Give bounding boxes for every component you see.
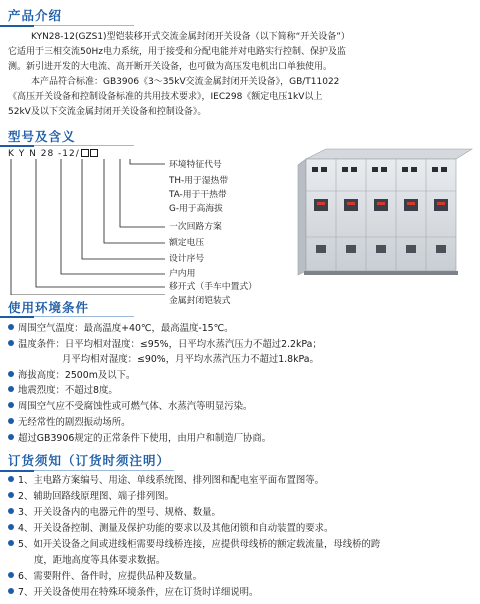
list-item: 4、开关设备控制、测量及保护功能的要求以及其他闭锁和自动装置的要求。 (8, 522, 333, 535)
list-item: 温度条件：日平均相对湿度：≤95%，日平均水蒸汽压力不超过2.2kPa； (8, 338, 322, 351)
bullet-icon (8, 524, 14, 530)
model-label: 金属封闭铠装式 (169, 296, 231, 306)
model-label: 额定电压 (169, 238, 205, 248)
intro-line: 52kV及以下交流金属封闭开关设备和控制设备》。 (8, 107, 207, 117)
list-item: 2、辅助回路线原理图、端子排列图。 (8, 490, 174, 503)
model-label: TA-用于干热带 (169, 190, 227, 200)
bullet-icon (8, 371, 14, 377)
list-item: 周围空气温度：最高温度+40℃，最高温度-15℃。 (8, 322, 234, 335)
bullet-icon (8, 476, 14, 482)
intro-line: 《高压开关设备和控制设备标准的共用技术要求》，IEC298《额定电压1kV以上 (8, 92, 323, 102)
order-rule-thin (34, 470, 174, 471)
bullet-icon (8, 324, 14, 330)
list-item: 5、如开关设备之间或进线柜需要母线桥连接，应提供母线桥的额定载流量，母线桥的跨 (8, 538, 380, 551)
bullet-icon (8, 588, 14, 594)
model-code-text: K Y N 28 -12/ (8, 149, 80, 159)
list-item: 6、需要附件、备件时，应提供品种及数量。 (8, 570, 202, 583)
list-item: 海拔高度：2500m及以下。 (8, 369, 135, 382)
bullet-icon (8, 508, 14, 514)
list-item: 无经常性的剧烈振动场所。 (8, 416, 131, 429)
list-item: 月平均相对湿度：≤90%，月平均水蒸汽压力不超过1.8kPa。 (62, 354, 319, 365)
intro-paragraph (8, 30, 474, 120)
model-label: 一次回路方案 (169, 222, 222, 232)
intro-title: 产品介绍 (8, 8, 63, 23)
order-title: 订货须知（订货时须注明） (8, 453, 171, 468)
model-diagram-lines (0, 145, 170, 295)
bullet-icon (8, 540, 14, 546)
bullet-icon (8, 572, 14, 578)
model-title: 型号及含义 (8, 129, 76, 144)
env-title: 使用环境条件 (8, 300, 90, 315)
intro-rule (0, 25, 34, 27)
switchgear-cabinet-image (296, 147, 474, 277)
env-rule (0, 316, 34, 318)
intro-line: KYN28-12(GZS1)型铠装移开式交流金属封闭开关设备（以下简称“开关设备”） (31, 32, 350, 42)
model-label: 设计序号 (169, 254, 205, 264)
model-label: 环境特征代号 (169, 160, 222, 170)
intro-rule-thin (34, 25, 134, 26)
model-label: 户内用 (169, 269, 196, 279)
list-item: 度，距地高度等具体要求数据。 (34, 555, 166, 566)
list-item: 超过GB3906规定的正常条件下使用，由用户和制造厂协商。 (8, 432, 271, 445)
model-label: G-用于高海拔 (169, 204, 223, 214)
bullet-icon (8, 340, 14, 346)
intro-line: 它适用于三相交流50Hz电力系统，用于接受和分配电能并对电路实行控制、保护及监 (8, 47, 346, 57)
bullet-icon (8, 386, 14, 392)
model-label: TH-用于湿热带 (169, 176, 229, 186)
intro-line: 本产品符合标准：GB3906《3～35kV交流金属封闭开关设备》，GB/T11022 (31, 77, 340, 87)
bullet-icon (8, 434, 14, 440)
model-label: 移开式（手车中置式） (169, 282, 257, 292)
bullet-icon (8, 402, 14, 408)
list-item: 1、主电路方案编号、用途、单线系统图、排列图和配电室平面布置图等。 (8, 474, 324, 487)
list-item: 7、开关设备使用在特殊环境条件，应在订货时详细说明。 (8, 586, 258, 599)
bullet-icon (8, 418, 14, 424)
list-item: 周围空气应不受腐蚀性或可燃气体、水蒸汽等明显污染。 (8, 400, 252, 413)
bullet-icon (8, 492, 14, 498)
env-rule-thin (34, 316, 134, 317)
list-item: 3、开关设备内的电器元件的型号、规格、数量。 (8, 506, 221, 519)
order-rule (0, 470, 34, 472)
list-item: 地震烈度：不超过8度。 (8, 384, 118, 397)
intro-line: 测。新引进开发的大电流、高开断开关设备，也可做为高压发电机出口单独使用。 (8, 62, 333, 72)
